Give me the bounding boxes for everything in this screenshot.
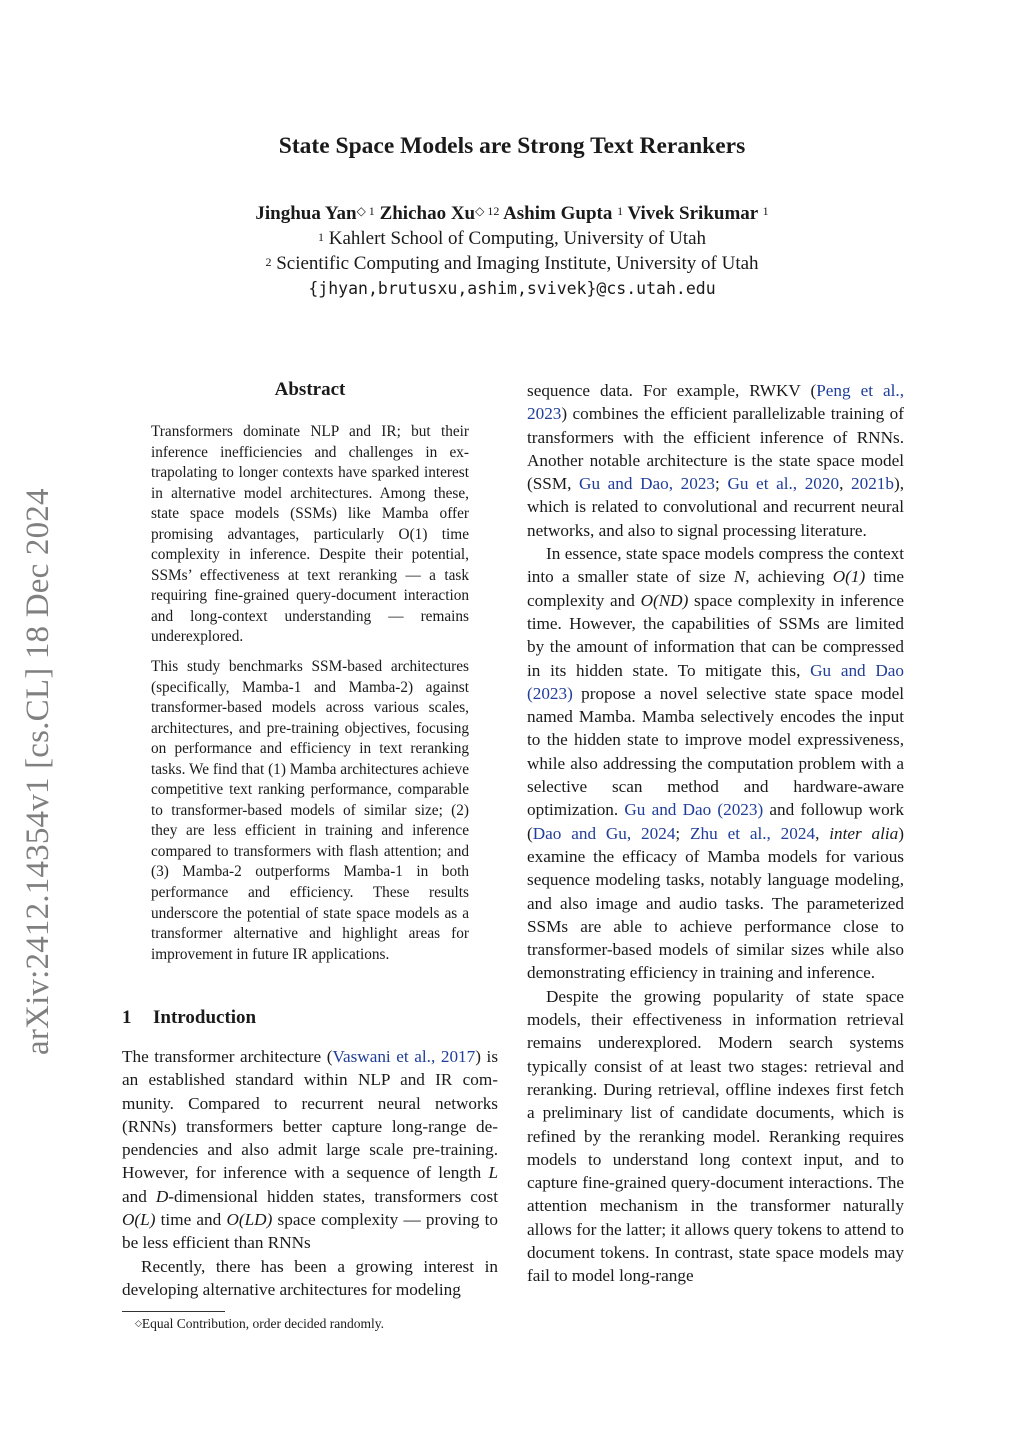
citation-link[interactable]: Gu and Dao (2023): [624, 800, 764, 820]
section-number: 1: [122, 1007, 132, 1028]
citation-link[interactable]: 2021b: [851, 474, 894, 494]
text-run: propose a novel selective state space model named Mamba. Mamba selectively encodes the input to the hidden state to improve model expressiveness, while also addressing the computation problem with a selective scan method and hardware-aware optimization.: [527, 683, 904, 820]
citation-link[interactable]: Zhu et al., 2024: [690, 823, 816, 843]
math-expression: O(LD): [226, 1210, 273, 1230]
text-run: space complexity in inference time. However, the capabilities of SSMs are limited by the amount of information that can be compressed in its hidden state. To mitigate this,: [527, 590, 904, 680]
left-column-body: [122, 1045, 498, 1301]
author-name: Ashim Gupta: [503, 203, 613, 224]
text-run: , achieving: [745, 567, 833, 587]
citation-link[interactable]: Gu and Dao (2023): [527, 660, 904, 703]
section-title: Introduction: [153, 1007, 257, 1028]
intro-paragraph-2: Recently, there has been a growing interest in developing alternative architectures for modeling: [122, 1256, 498, 1299]
author-names: [0, 201, 1024, 226]
text-run: -dimensional hidden states, transformers cost: [168, 1186, 498, 1206]
paper-title: State Space Models are Strong Text Rerankers: [278, 133, 746, 159]
text-run: ;: [675, 823, 691, 843]
citation-link[interactable]: Dao and Gu, 2024: [532, 823, 676, 843]
author-emails: {jhyan,brutusxu,ashim,svivek}@cs.utah.edu: [308, 279, 716, 298]
text-run: In essence, state space models compress the context into a smaller state of size: [527, 544, 904, 587]
text-run: ) is an established standard within NLP and IR community. Compared to recurrent neural networks (RNNs) transformers better capture long-range dependencies and also admit large scale pre-training. However, for inference with a sequence of length: [122, 1047, 499, 1183]
italic-text: inter alia: [829, 823, 899, 843]
author-affiliation-mark: ◇ 1: [356, 204, 375, 218]
affiliation-mark: 1: [317, 230, 324, 244]
math-expression: O(1): [832, 567, 866, 587]
text-run: time complexity and: [527, 567, 904, 610]
citation-link[interactable]: Gu et al., 2020: [727, 474, 840, 494]
text-run: ) combines the efficient parallelizable training of transformers with the efficient inference of RNNs. Another notable architecture is the state space model (SSM,: [527, 404, 904, 494]
math-variable: D: [155, 1186, 169, 1206]
text-run: ) examine the efficacy of Mamba models for various sequence modeling tasks, notably language modeling, and also image and audio tasks. The parameterized SSMs are able to achieve performance close to transformer-based models of similar sizes while also demonstrating efficiency in training and inference.: [527, 823, 905, 983]
intro-paragraph-5: Despite the growing popularity of state space models, their effectiveness in information retrieval remains underexplored. Modern search systems typically consist of at least two stages: retrieval and reranking. During retrieval, offline indexes first fetch a preliminary list of candidate documents, which is refined by the reranking model. Reranking requires models to understand long context input, and to capture fine-grained query-document interactions. The attention mechanism in the transformer naturally allows for the latter; it allows query tokens to attend to document tokens. In contrast, state space models may fail to model long-range: [527, 986, 904, 1286]
citation-link[interactable]: Peng et al., 2023: [527, 381, 904, 424]
affiliation-mark: 2: [265, 255, 272, 269]
author-affiliation-mark: 1: [617, 204, 624, 218]
text-run: ;: [715, 474, 728, 494]
section-heading-introduction: [122, 1006, 256, 1030]
affiliation-1: [0, 226, 1024, 251]
text-run: time and: [155, 1210, 227, 1230]
text-run: ), which is related to convolutional and recurrent neural networks, and also to signal processing literature.: [527, 474, 904, 540]
intro-paragraph-4: [527, 542, 904, 985]
author-block: [0, 201, 1024, 301]
text-run: and: [122, 1186, 156, 1206]
text-run: ,: [815, 823, 830, 843]
citation-link[interactable]: Gu and Dao, 2023: [579, 474, 716, 494]
text-run: ,: [839, 474, 851, 494]
author-name: Zhichao Xu: [379, 203, 476, 224]
citation-link[interactable]: Vaswani et al., 2017: [332, 1047, 476, 1066]
math-variable: L: [488, 1163, 498, 1183]
text-run: The transformer architecture (: [122, 1047, 333, 1066]
author-affiliation-mark: 1: [762, 204, 769, 218]
math-expression: O(ND): [640, 590, 689, 610]
affiliation-2: [0, 251, 1024, 276]
author-name: Jinghua Yan: [255, 203, 357, 224]
math-variable: N: [733, 567, 746, 587]
footnote-text: Equal Contribution, order decided randomly.: [141, 1316, 384, 1331]
footnote-rule: [122, 1311, 225, 1312]
arxiv-identifier: arXiv:2412.14354v1 [cs.CL] 18 Dec 2024: [20, 488, 56, 1055]
author-affiliation-mark: ◇ 12: [475, 204, 500, 218]
abstract-heading: Abstract: [274, 379, 346, 400]
text-run: space complexity — proving to be less efficient than RNNs: [122, 1210, 498, 1253]
footnote: [135, 1315, 384, 1333]
intro-paragraph-1: [122, 1045, 498, 1255]
intro-paragraph-3: [527, 379, 904, 542]
text-run: sequence data. For example, RWKV (: [527, 381, 817, 400]
abstract-paragraph-1: Transformers dominate NLP and IR; but their inference inefficiencies and challenges in extrapolating to longer contexts have sparked interest in alternative model architectures. Among these, state space models (SSMs) like Mamba offer promising advantages, particularly O(1) time complexity in inference. Despite their potential, SSMs’ effectiveness at text reranking — a task requiring fine-grained query-document interaction and long-context understanding — remains underexplored.: [151, 423, 469, 646]
abstract-paragraph-2: This study benchmarks SSM-based architectures (specifically, Mamba-1 and Mamba-2) against transformer-based models across various scales, architectures, and pre-training objectives, focusing on performance and efficiency in text reranking tasks. We find that (1) Mamba architectures achieve competitive text ranking performance, comparable to transformer-based models of similar size; (2) they are less efficient in training and inference compared to transformers with flash attention; and (3) Mamba-2 outperforms Mamba-1 in both performance and efficiency. These results underscore the potential of state space models as a transformer alternative and highlight areas for improvement in future IR applications.: [151, 658, 469, 963]
text-run: and followup work (: [527, 800, 905, 843]
affiliation-text: Scientific Computing and Imaging Institute, University of Utah: [276, 253, 759, 274]
author-name: Vivek Srikumar: [627, 203, 758, 224]
footnote-symbol: ◇: [135, 1318, 142, 1328]
affiliation-text: Kahlert School of Computing, University of Utah: [328, 228, 707, 249]
math-expression: O(L): [122, 1210, 156, 1230]
right-column-body: [527, 379, 904, 1288]
